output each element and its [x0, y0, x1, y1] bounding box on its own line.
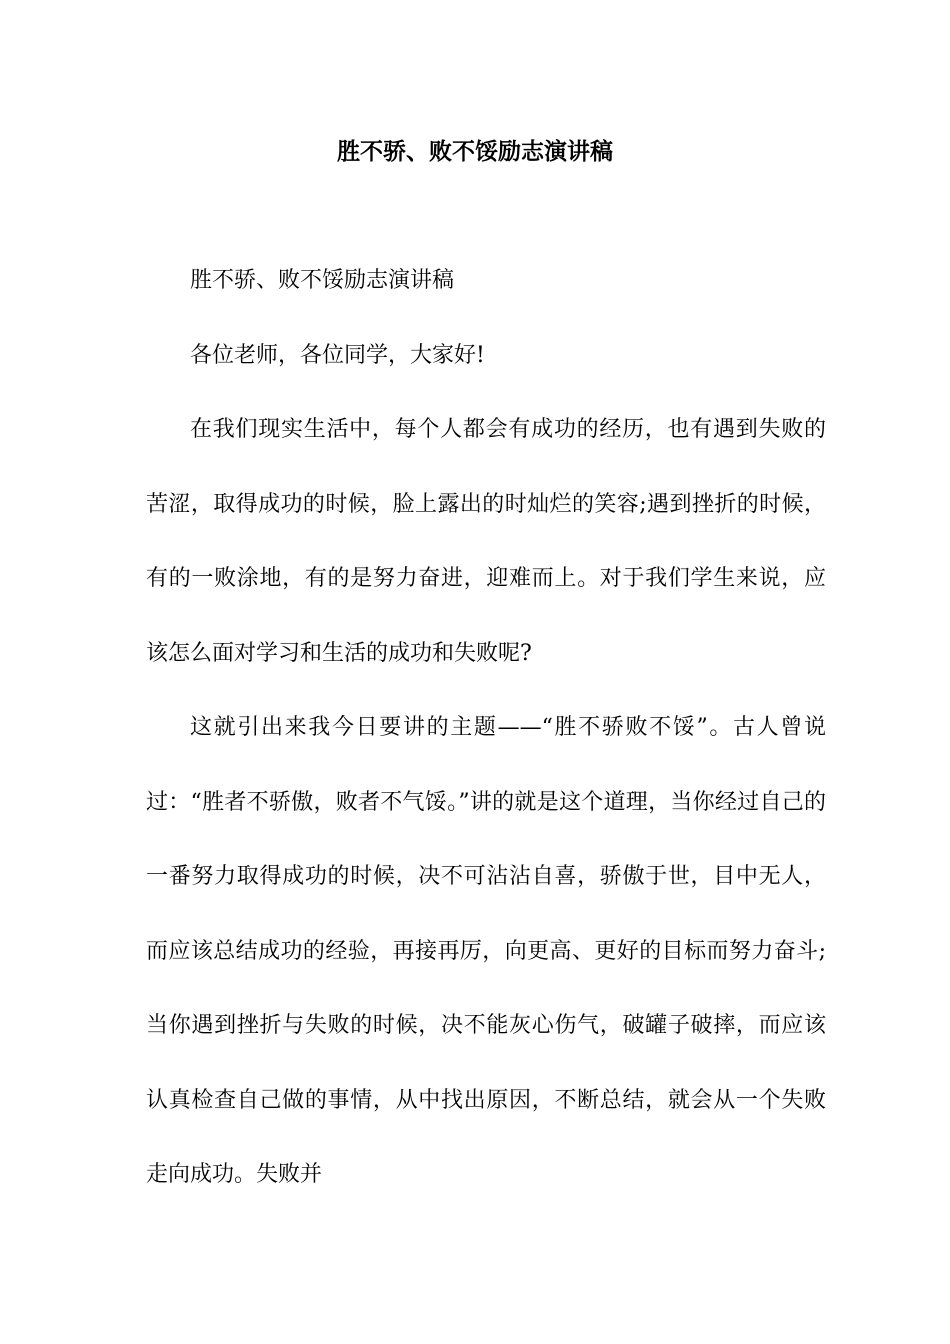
paragraph-subtitle: 胜不骄、败不馁励志演讲稿	[190, 268, 455, 293]
document-body	[146, 244, 826, 1213]
paragraph-theme: 这就引出来我今日要讲的主题——“胜不骄败不馁”。古人曾说过：“胜者不骄傲，败者不气馁。”讲的就是这个道理，当你经过自己的一番努力取得成功的时候，决不可沾沾自喜，骄傲于世，目中无人，而应该总结成功的经验，再接再厉，向更高、更好的目标而努力奋斗;当你遇到挫折与失败的时候，决不能灰心伤气，破罐子破摔，而应该认真检查自己做的事情，从中找出原因，不断总结，就会从一个失败走向成功。失败并	[146, 715, 826, 1187]
paragraph-greeting: 各位老师，各位同学，大家好!	[190, 342, 485, 368]
document-title: 胜不骄、败不馁励志演讲稿	[337, 138, 613, 165]
paragraph-intro: 在我们现实生活中，每个人都会有成功的经历，也有遇到失败的苦涩，取得成功的时候，脸上露出的时灿烂的笑容;遇到挫折的时候，有的一败涂地，有的是努力奋进，迎难而上。对于我们学生来说，应该怎么面对学习和生活的成功和失败呢?	[146, 417, 826, 666]
